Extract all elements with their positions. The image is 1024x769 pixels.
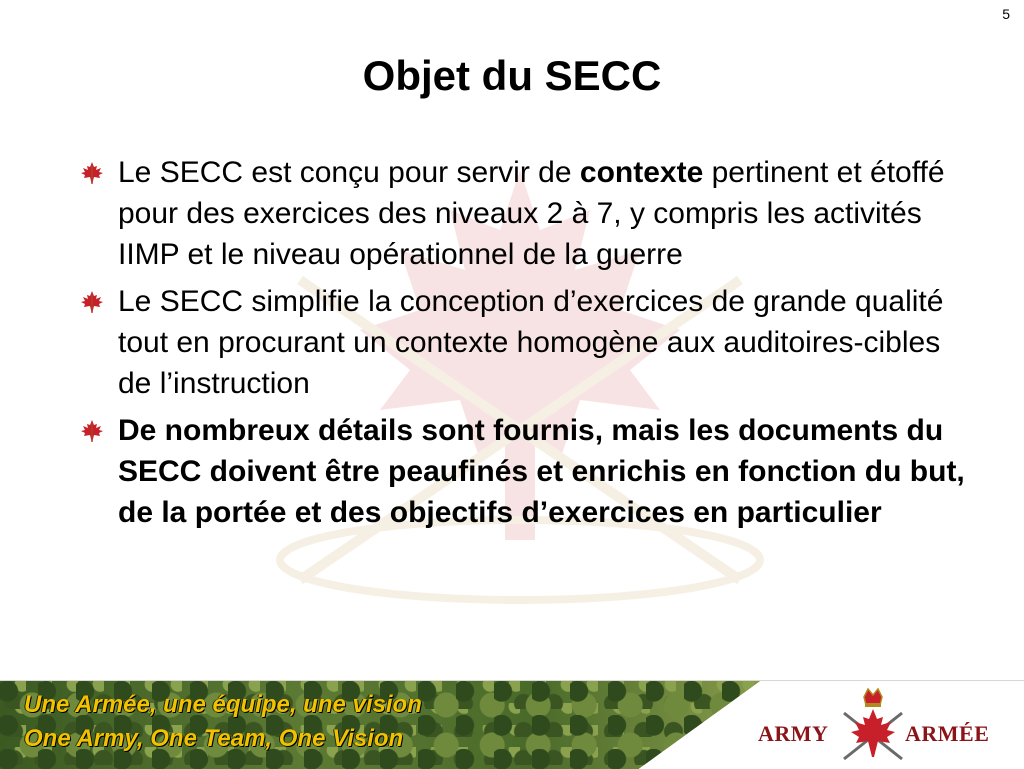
list-item bbox=[78, 152, 978, 275]
bullet-list bbox=[78, 152, 978, 539]
slogan-english: One Army, One Team, One Vision bbox=[24, 725, 404, 752]
maple-leaf-icon bbox=[80, 162, 104, 184]
slogan-french: Une Armée, une équipe, une vision bbox=[24, 691, 422, 718]
maple-leaf-icon bbox=[80, 420, 104, 442]
list-item bbox=[78, 281, 978, 404]
army-label-french: ARMÉE bbox=[905, 721, 990, 746]
army-emblem-icon bbox=[840, 685, 906, 765]
army-logo bbox=[752, 681, 1002, 769]
bullet-text-1b: pertinent et étoffé pour des exercices des niveaux 2 à 7, y compris les activités IIMP et le niveau opérationnel de la guerre bbox=[118, 156, 945, 271]
bullet-keyword: contexte bbox=[579, 156, 704, 189]
maple-leaf-icon bbox=[80, 291, 104, 313]
page-title: Objet du SECC bbox=[362, 52, 662, 99]
bullet-text-1: Le SECC est conçu pour servir de bbox=[118, 156, 580, 189]
bullet-text-3: De nombreux détails sont fournis, mais les documents du SECC doivent être peaufinés et enrichis en fonction du but, de la portée et des objectifs d’exercices en particulier bbox=[118, 414, 965, 529]
army-label-english: ARMY bbox=[758, 721, 829, 746]
footer-banner bbox=[0, 680, 1024, 769]
list-item bbox=[78, 410, 978, 533]
page-number: 5 bbox=[1002, 6, 1010, 22]
bullet-text-2: Le SECC simplifie la conception d’exercices de grande qualité tout en procurant un contexte homogène aux auditoires-cibles de l’instruction bbox=[118, 285, 944, 400]
